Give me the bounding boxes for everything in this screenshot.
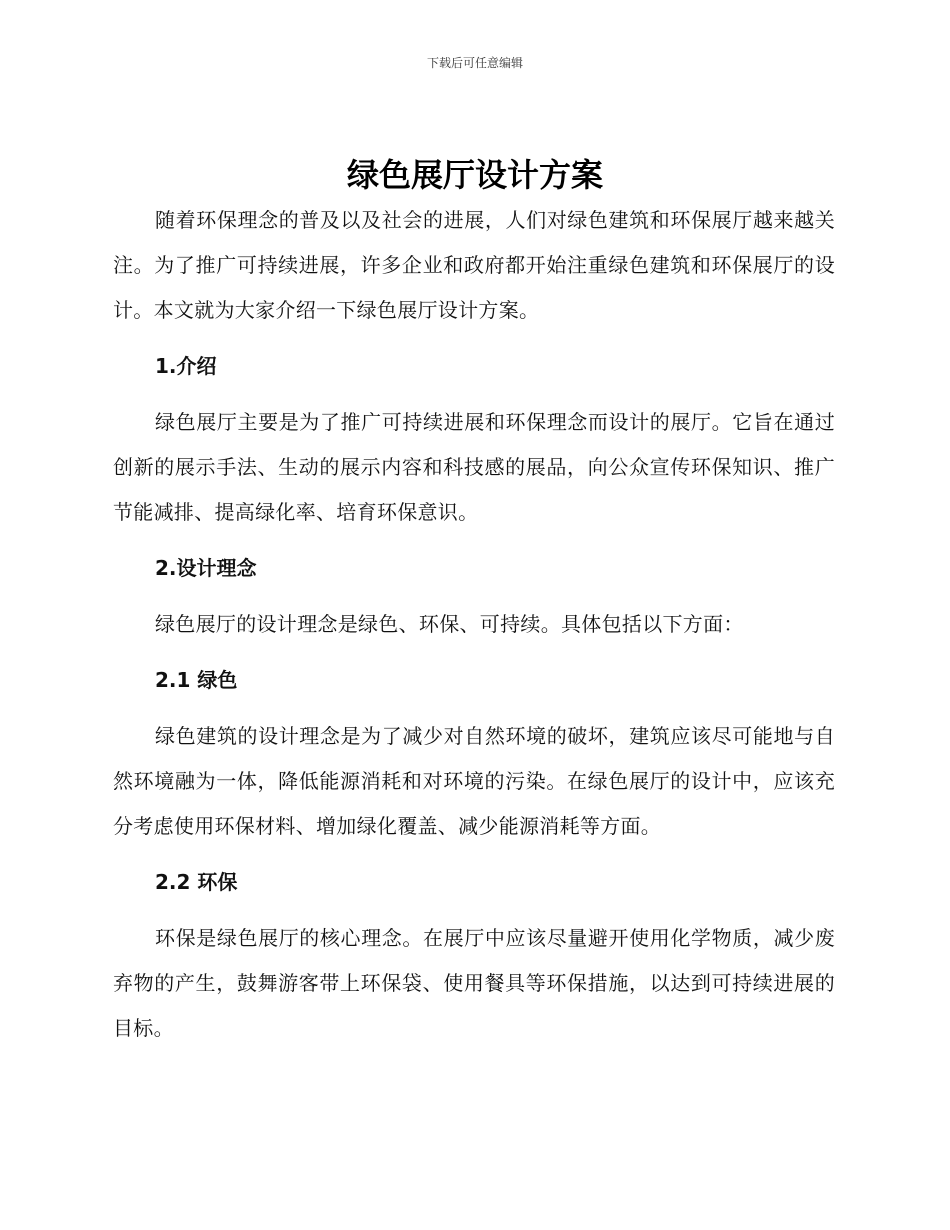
page-header-note: 下载后可任意编辑 (426, 56, 523, 70)
section-heading-environmental: 2.2 环保 (155, 870, 238, 894)
section-heading-introduction: 1.介绍 (155, 354, 217, 378)
section-paragraph-environmental: 环保是绿色展厅的核心理念。在展厅中应该尽量避开使用化学物质，减少废弃物的产生，鼓舞游客带上环保袋、使用餐具等环保措施，以达到可持续进展的目标。 (113, 926, 835, 1040)
section-paragraph-introduction: 绿色展厅主要是为了推广可持续进展和环保理念而设计的展厅。它旨在通过创新的展示手法、生动的展示内容和科技感的展品，向公众宣传环保知识、推广节能减排、提高绿化率、培育环保意识。 (113, 410, 835, 524)
document-body (113, 198, 835, 1051)
section-paragraph-design-concept: 绿色展厅的设计理念是绿色、环保、可持续。具体包括以下方面： (155, 612, 744, 636)
intro-paragraph: 随着环保理念的普及以及社会的进展，人们对绿色建筑和环保展厅越来越关注。为了推广可持续进展，许多企业和政府都开始注重绿色建筑和环保展厅的设计。本文就为大家介绍一下绿色展厅设计方案。 (113, 208, 835, 322)
section-heading-design-concept: 2.设计理念 (155, 556, 257, 580)
section-paragraph-green: 绿色建筑的设计理念是为了减少对自然环境的破坏，建筑应该尽可能地与自然环境融为一体，降低能源消耗和对环境的污染。在绿色展厅的设计中，应该充分考虑使用环保材料、增加绿化覆盖、减少能源消耗等方面。 (113, 724, 835, 838)
section-heading-green: 2.1 绿色 (155, 668, 238, 692)
document-title: 绿色展厅设计方案 (346, 156, 603, 194)
